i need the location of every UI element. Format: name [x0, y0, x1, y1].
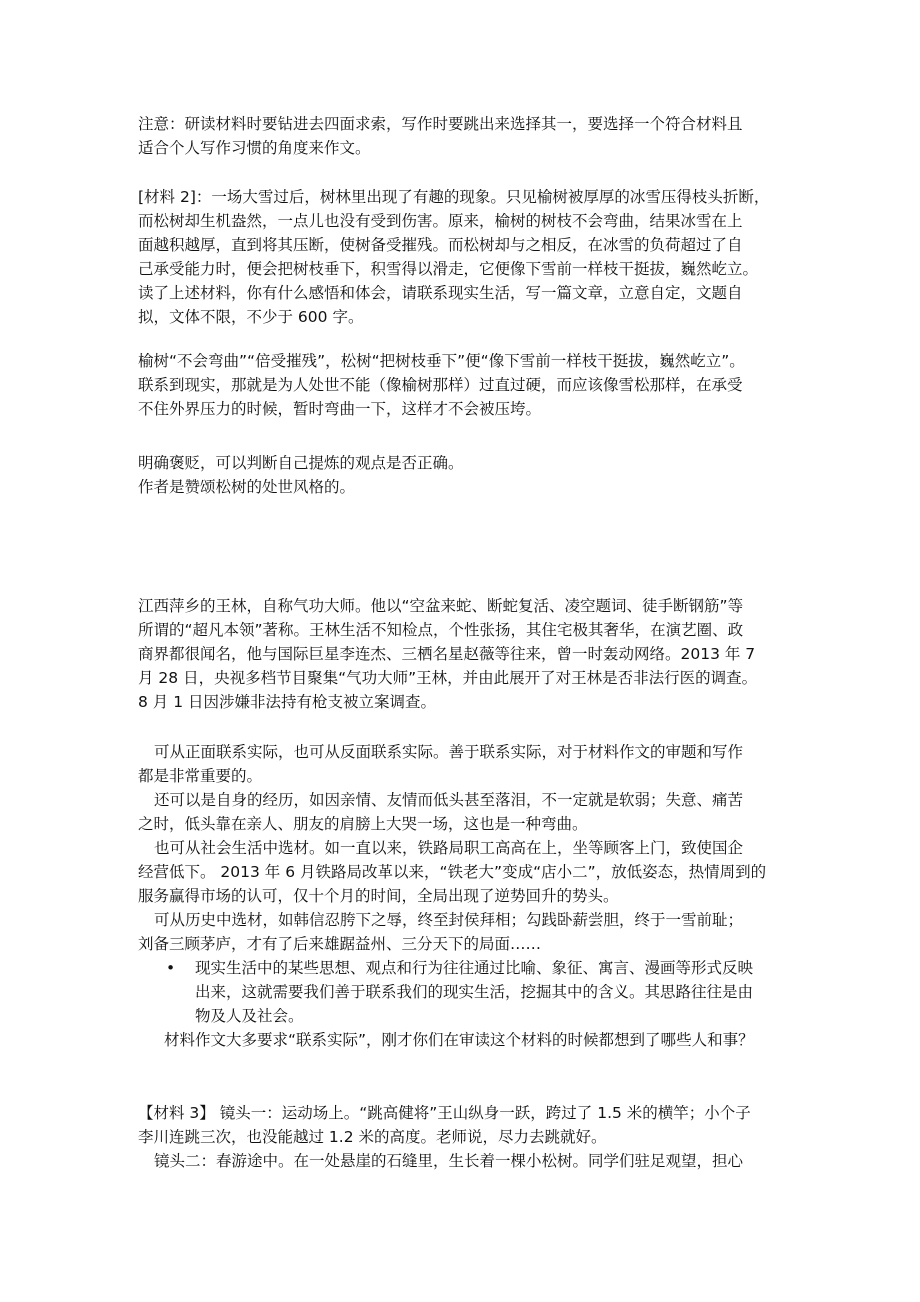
analysis-paragraph [138, 349, 793, 421]
bullet-line: 现实生活中的某些思想、观点和行为往往通过比喻、象征、寓言、漫画等形式反映 [195, 959, 754, 977]
methods-line: 还可以是自身的经历，如因亲情、友情而低头甚至落泪，不一定就是软弱；失意、痛苦 [154, 791, 744, 809]
note-line: 注意：研读材料时要钻进去四面求索，写作时要跳出来选择其一，要选择一个符合材料且 [138, 115, 743, 133]
methods-line: 可从正面联系实际，也可从反面联系实际。善于联系实际，对于材料作文的审题和写作 [154, 743, 744, 761]
material3-paragraph [138, 1101, 793, 1173]
methods-line: 刘备三顾茅庐，才有了后来雄踞益州、三分天下的局面…… [138, 935, 542, 953]
material3-line: 镜头二：春游途中。在一处悬崖的石缝里，生长着一棵小松树。同学们驻足观望，担心 [154, 1152, 744, 1170]
bullet-item [138, 956, 793, 980]
judgement-line: 作者是赞颂松树的处世风格的。 [138, 478, 356, 496]
methods-line: 经营低下。 2013 年 6 月铁路局改革以来，“铁老大”变成“店小二”，放低姿态，热情周到的 [138, 863, 767, 881]
material2-line: 读了上述材料，你有什么感悟和体会，请联系现实生活，写一篇文章，立意自定，文题自 [138, 284, 743, 302]
material2-line: [材料 2]：一场大雪过后，树林里出现了有趣的现象。只见榆树被厚厚的冰雪压得枝头折断， [138, 188, 770, 206]
wanglin-line: 商界都很闻名，他与国际巨星李连杰、三栖名星赵薇等往来，曾一时轰动网络。2013 年 7 [138, 645, 756, 663]
bullet-line: 出来，这就需要我们善于联系我们的现实生活，挖掘其中的含义。其思路往往是由 [195, 983, 754, 1001]
bullet-section [138, 956, 793, 1052]
material2-line: 面越积越厚，直到将其压断，使树备受摧残。而松树却与之相反，在冰雪的负荷超过了自 [138, 236, 743, 254]
bullet-line: 物及人及社会。 [195, 1007, 304, 1025]
wanglin-line: 江西萍乡的王林，自称气功大师。他以“空盆来蛇、断蛇复活、凌空题词、徒手断钢筋”等 [138, 597, 744, 615]
material2-line: 而松树却生机盎然，一点儿也没有受到伤害。原来，榆树的树枝不会弯曲，结果冰雪在上 [138, 212, 743, 230]
material2-line: 拟，文体不限，不少于 600 字。 [138, 308, 364, 326]
analysis-line: 榆树“不会弯曲”“倍受摧残”，松树“把树枝垂下”便“像下雪前一样枝干挺拔，巍然屹立”。 [138, 352, 745, 370]
material3-line: 【材料 3】 镜头一：运动场上。“跳高健将”王山纵身一跃，跨过了 1.5 米的横竿；小个子 [138, 1104, 751, 1122]
material2-paragraph [138, 185, 793, 329]
note-line: 适合个人写作习惯的角度来作文。 [138, 139, 371, 157]
wanglin-line: 8 月 1 日因涉嫌非法持有枪支被立案调查。 [138, 693, 437, 711]
wanglin-paragraph [138, 594, 793, 714]
methods-line: 服务赢得市场的认可，仅十个月的时间，全局出现了逆势回升的势头。 [138, 887, 619, 905]
wanglin-line: 月 28 日，央视多档节目聚集“气功大师”王林，并由此展开了对王林是否非法行医的调查。 [138, 669, 758, 687]
wanglin-line: 所谓的“超凡本领”著称。王林生活不知检点，个性张扬，其住宅极其奢华，在演艺圈、政 [138, 621, 744, 639]
judgement-paragraph [138, 451, 793, 499]
analysis-line: 联系到现实，那就是为人处世不能（像榆树那样）过直过硬，而应该像雪松那样，在承受 [138, 376, 743, 394]
note-paragraph [138, 112, 793, 160]
methods-line: 都是非常重要的。 [138, 767, 263, 785]
methods-line: 可从历史中选材，如韩信忍胯下之辱，终至封侯拜相；勾践卧薪尝胆，终于一雪前耻； [154, 911, 744, 929]
material2-line: 己承受能力时，便会把树枝垂下，积雪得以滑走，它便像下雪前一样枝干挺拔，巍然屹立。 [138, 260, 759, 278]
methods-line: 也可从社会生活中选材。如一直以来，铁路局职工高高在上，坐等顾客上门，致使国企 [154, 839, 744, 857]
methods-line: 之时，低头靠在亲人、朋友的肩膀上大哭一场，这也是一种弯曲。 [138, 815, 588, 833]
methods-paragraph [138, 740, 793, 956]
analysis-line: 不住外界压力的时候，暂时弯曲一下，这样才不会被压垮。 [138, 400, 542, 418]
judgement-line: 明确褒贬，可以判断自己提炼的观点是否正确。 [138, 454, 464, 472]
bullet-icon: • [166, 959, 176, 977]
material3-line: 李川连跳三次，也没能越过 1.2 米的高度。老师说，尽力去跳就好。 [138, 1128, 607, 1146]
question-line: 材料作文大多要求“联系实际”，刚才你们在审读这个材料的时候都想到了哪些人和事？ [164, 1031, 754, 1049]
